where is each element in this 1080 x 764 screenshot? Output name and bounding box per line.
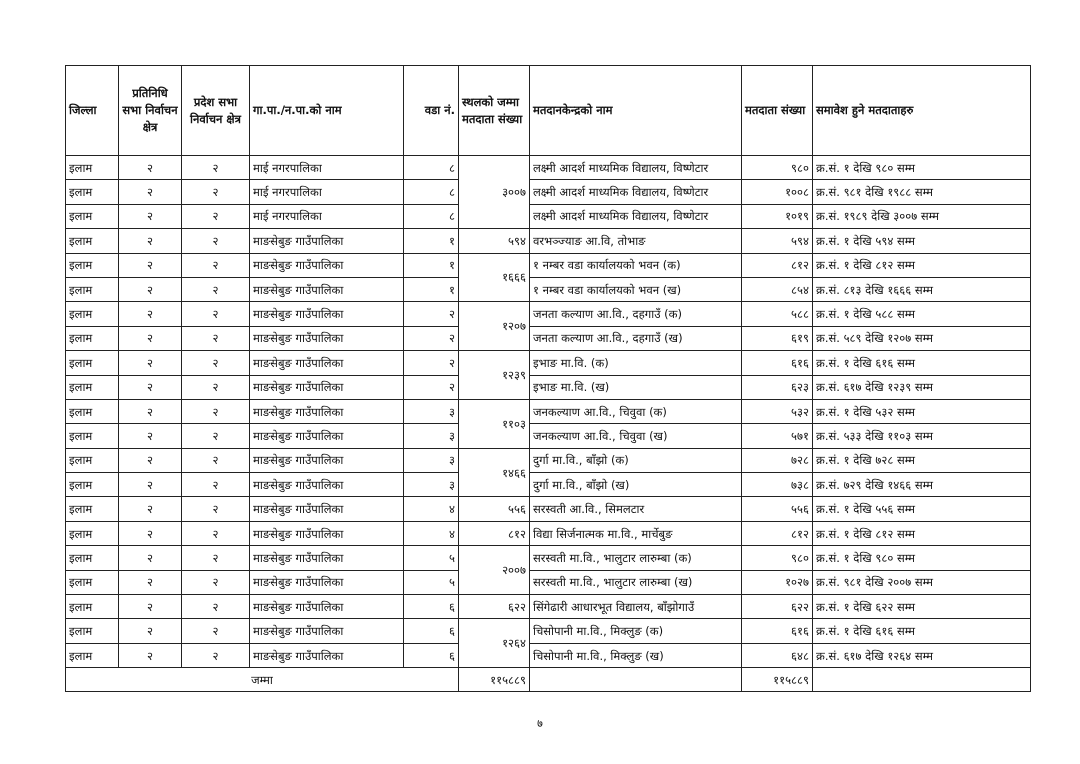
cell-location-total: १२६४ <box>459 619 530 668</box>
cell-federal-constituency: २ <box>119 253 182 277</box>
cell-federal-constituency: २ <box>119 229 182 253</box>
cell-polling-center: इभाङ मा.वि. (क) <box>530 351 742 375</box>
cell-polling-center: विद्या सिर्जनात्मक मा.वि., मार्चेबुङ <box>530 521 742 545</box>
cell-ward: २ <box>404 375 459 399</box>
table-row <box>66 546 1031 570</box>
cell-ward: ५ <box>404 546 459 570</box>
cell-federal-constituency: २ <box>119 399 182 423</box>
cell-district: इलाम <box>66 204 119 228</box>
cell-voter-count: ८१२ <box>742 521 813 545</box>
cell-voter-range: क्र.सं. १ देखि ६१६ सम्म <box>813 619 1031 643</box>
cell-voter-range: क्र.सं. १ देखि ५९४ सम्म <box>813 229 1031 253</box>
cell-provincial-constituency: २ <box>182 302 250 326</box>
cell-location-total: ३००७ <box>459 156 530 229</box>
cell-voter-range: क्र.सं. ८१३ देखि १६६६ सम्म <box>813 277 1031 301</box>
cell-local-body: माङसेबुङ गाउँपालिका <box>250 595 404 619</box>
cell-federal-constituency: २ <box>119 448 182 472</box>
table-row <box>66 229 1031 253</box>
cell-district: इलाम <box>66 643 119 667</box>
cell-district: इलाम <box>66 375 119 399</box>
cell-location-total: ११०३ <box>459 399 530 448</box>
cell-polling-center: सिंगेढारी आधारभूत विद्यालय, बाँझोगाउँ <box>530 595 742 619</box>
cell-voter-range: क्र.सं. ७२९ देखि १४६६ सम्म <box>813 473 1031 497</box>
cell-district: इलाम <box>66 156 119 180</box>
cell-polling-center: १ नम्बर वडा कार्यालयको भवन (क) <box>530 253 742 277</box>
cell-ward: ३ <box>404 473 459 497</box>
cell-provincial-constituency: २ <box>182 326 250 350</box>
cell-voter-count: ५८८ <box>742 302 813 326</box>
cell-location-total: ८१२ <box>459 521 530 545</box>
cell-district: इलाम <box>66 497 119 521</box>
cell-federal-constituency: २ <box>119 619 182 643</box>
cell-polling-center: वरभञ्ज्याङ आ.वि, तोभाङ <box>530 229 742 253</box>
cell-voter-range: क्र.सं. १ देखि ९८० सम्म <box>813 156 1031 180</box>
location-total-sum: ११५८८९ <box>459 668 530 692</box>
cell-district: इलाम <box>66 424 119 448</box>
cell-location-total: २००७ <box>459 546 530 595</box>
cell-ward: १ <box>404 229 459 253</box>
cell-local-body: माङसेबुङ गाउँपालिका <box>250 253 404 277</box>
cell-local-body: माई नगरपालिका <box>250 180 404 204</box>
cell-voter-count: ५५६ <box>742 497 813 521</box>
cell-provincial-constituency: २ <box>182 399 250 423</box>
cell-provincial-constituency: २ <box>182 473 250 497</box>
cell-district: इलाम <box>66 521 119 545</box>
cell-polling-center: सरस्वती आ.वि., सिमलटार <box>530 497 742 521</box>
cell-location-total: १४६६ <box>459 448 530 497</box>
cell-ward: ४ <box>404 521 459 545</box>
cell-polling-center: जनता कल्याण आ.वि., दहगाउँ (क) <box>530 302 742 326</box>
cell-local-body: माङसेबुङ गाउँपालिका <box>250 521 404 545</box>
cell-federal-constituency: २ <box>119 326 182 350</box>
cell-polling-center: चिसोपानी मा.वि., मिक्लुङ (क) <box>530 619 742 643</box>
cell-ward: ६ <box>404 619 459 643</box>
cell-federal-constituency: २ <box>119 351 182 375</box>
cell-local-body: माङसेबुङ गाउँपालिका <box>250 643 404 667</box>
cell-location-total: ६२२ <box>459 595 530 619</box>
header-polling-center: मतदानकेन्द्रको नाम <box>530 66 742 156</box>
cell-voter-count: ५९४ <box>742 229 813 253</box>
voter-total-sum: ११५८८९ <box>742 668 813 692</box>
cell-location-total: १२३९ <box>459 351 530 400</box>
cell-federal-constituency: २ <box>119 595 182 619</box>
cell-provincial-constituency: २ <box>182 521 250 545</box>
cell-voter-range: क्र.सं. १ देखि ५८८ सम्म <box>813 302 1031 326</box>
cell-district: इलाम <box>66 595 119 619</box>
cell-local-body: माङसेबुङ गाउँपालिका <box>250 302 404 326</box>
cell-polling-center: लक्ष्मी आदर्श माध्यमिक विद्यालय, विष्णेटार <box>530 204 742 228</box>
cell-provincial-constituency: २ <box>182 229 250 253</box>
table-row <box>66 156 1031 180</box>
cell-voter-range: क्र.सं. १ देखि ५३२ सम्म <box>813 399 1031 423</box>
cell-location-total: १६६६ <box>459 253 530 302</box>
cell-location-total: ५५६ <box>459 497 530 521</box>
cell-provincial-constituency: २ <box>182 643 250 667</box>
cell-local-body: माङसेबुङ गाउँपालिका <box>250 619 404 643</box>
table-row <box>66 302 1031 326</box>
cell-ward: ८ <box>404 180 459 204</box>
cell-voter-range: क्र.सं. १ देखि ७२८ सम्म <box>813 448 1031 472</box>
cell-voter-range: क्र.सं. ६१७ देखि १२३९ सम्म <box>813 375 1031 399</box>
cell-local-body: माई नगरपालिका <box>250 156 404 180</box>
cell-federal-constituency: २ <box>119 546 182 570</box>
cell-local-body: माङसेबुङ गाउँपालिका <box>250 570 404 594</box>
header-included-voters: समावेश हुने मतदाताहरु <box>813 66 1031 156</box>
cell-provincial-constituency: २ <box>182 497 250 521</box>
total-label: जम्मा <box>66 668 459 692</box>
cell-ward: २ <box>404 326 459 350</box>
total-empty-cell <box>530 668 742 692</box>
cell-local-body: माङसेबुङ गाउँपालिका <box>250 448 404 472</box>
cell-voter-count: ८१२ <box>742 253 813 277</box>
total-row <box>66 668 1031 692</box>
cell-district: इलाम <box>66 229 119 253</box>
cell-polling-center: जनकल्याण आ.वि., चिवुवा (क) <box>530 399 742 423</box>
header-district: जिल्ला <box>66 66 119 156</box>
cell-district: इलाम <box>66 399 119 423</box>
table-row <box>66 424 1031 448</box>
cell-voter-count: ९८० <box>742 156 813 180</box>
cell-polling-center: सरस्वती मा.वि., भालुटार लारुम्बा (ख) <box>530 570 742 594</box>
cell-voter-count: ८५४ <box>742 277 813 301</box>
table-row <box>66 570 1031 594</box>
cell-local-body: माङसेबुङ गाउँपालिका <box>250 424 404 448</box>
cell-federal-constituency: २ <box>119 277 182 301</box>
cell-provincial-constituency: २ <box>182 375 250 399</box>
cell-local-body: माङसेबुङ गाउँपालिका <box>250 229 404 253</box>
cell-federal-constituency: २ <box>119 302 182 326</box>
cell-voter-count: ६२२ <box>742 595 813 619</box>
cell-federal-constituency: २ <box>119 180 182 204</box>
table-header-row <box>66 66 1031 156</box>
cell-federal-constituency: २ <box>119 156 182 180</box>
cell-local-body: माङसेबुङ गाउँपालिका <box>250 399 404 423</box>
cell-federal-constituency: २ <box>119 497 182 521</box>
cell-ward: ५ <box>404 570 459 594</box>
cell-voter-range: क्र.सं. १ देखि ६१६ सम्म <box>813 351 1031 375</box>
cell-district: इलाम <box>66 277 119 301</box>
cell-voter-range: क्र.सं. ६१७ देखि १२६४ सम्म <box>813 643 1031 667</box>
cell-federal-constituency: २ <box>119 643 182 667</box>
cell-provincial-constituency: २ <box>182 180 250 204</box>
cell-ward: ३ <box>404 448 459 472</box>
table-row <box>66 326 1031 350</box>
cell-local-body: माङसेबुङ गाउँपालिका <box>250 277 404 301</box>
cell-district: इलाम <box>66 448 119 472</box>
cell-provincial-constituency: २ <box>182 277 250 301</box>
cell-local-body: माङसेबुङ गाउँपालिका <box>250 375 404 399</box>
cell-ward: ६ <box>404 595 459 619</box>
cell-voter-count: ६१६ <box>742 351 813 375</box>
cell-federal-constituency: २ <box>119 424 182 448</box>
table-row <box>66 473 1031 497</box>
cell-location-total: ५९४ <box>459 229 530 253</box>
cell-district: इलाम <box>66 473 119 497</box>
voter-list-sheet <box>65 65 1030 692</box>
header-location-total: स्थलको जम्मा मतदाता संख्या <box>459 66 530 156</box>
cell-voter-range: क्र.सं. १ देखि ९८० सम्म <box>813 546 1031 570</box>
cell-provincial-constituency: २ <box>182 351 250 375</box>
cell-polling-center: चिसोपानी मा.वि., मिक्लुङ (ख) <box>530 643 742 667</box>
table-row <box>66 643 1031 667</box>
cell-local-body: माङसेबुङ गाउँपालिका <box>250 351 404 375</box>
cell-polling-center: लक्ष्मी आदर्श माध्यमिक विद्यालय, विष्णेटार <box>530 180 742 204</box>
cell-district: इलाम <box>66 570 119 594</box>
cell-location-total: १२०७ <box>459 302 530 351</box>
cell-provincial-constituency: २ <box>182 546 250 570</box>
cell-federal-constituency: २ <box>119 473 182 497</box>
table-row <box>66 375 1031 399</box>
cell-voter-count: ५७१ <box>742 424 813 448</box>
header-provincial-constituency: प्रदेश सभा निर्वाचन क्षेत्र <box>182 66 250 156</box>
header-federal-constituency: प्रतिनिधि सभा निर्वाचन क्षेत्र <box>119 66 182 156</box>
table-row <box>66 351 1031 375</box>
cell-local-body: माङसेबुङ गाउँपालिका <box>250 546 404 570</box>
header-voter-count: मतदाता संख्या <box>742 66 813 156</box>
cell-ward: ३ <box>404 399 459 423</box>
cell-ward: ८ <box>404 204 459 228</box>
cell-federal-constituency: २ <box>119 375 182 399</box>
cell-ward: २ <box>404 302 459 326</box>
cell-district: इलाम <box>66 253 119 277</box>
cell-provincial-constituency: २ <box>182 156 250 180</box>
cell-ward: १ <box>404 253 459 277</box>
cell-voter-count: ६२३ <box>742 375 813 399</box>
cell-ward: ४ <box>404 497 459 521</box>
cell-polling-center: जनता कल्याण आ.वि., दहगाउँ (ख) <box>530 326 742 350</box>
cell-polling-center: १ नम्बर वडा कार्यालयको भवन (ख) <box>530 277 742 301</box>
cell-district: इलाम <box>66 302 119 326</box>
cell-provincial-constituency: २ <box>182 619 250 643</box>
cell-polling-center: इभाङ मा.वि. (ख) <box>530 375 742 399</box>
table-row <box>66 253 1031 277</box>
cell-voter-count: १००८ <box>742 180 813 204</box>
cell-voter-range: क्र.सं. १ देखि ५५६ सम्म <box>813 497 1031 521</box>
cell-polling-center: सरस्वती मा.वि., भालुटार लारुम्बा (क) <box>530 546 742 570</box>
cell-polling-center: लक्ष्मी आदर्श माध्यमिक विद्यालय, विष्णेटार <box>530 156 742 180</box>
cell-polling-center: जनकल्याण आ.वि., चिवुवा (ख) <box>530 424 742 448</box>
cell-provincial-constituency: २ <box>182 424 250 448</box>
cell-voter-range: क्र.सं. १ देखि ८१२ सम्म <box>813 253 1031 277</box>
table-row <box>66 448 1031 472</box>
cell-local-body: माङसेबुङ गाउँपालिका <box>250 497 404 521</box>
cell-ward: २ <box>404 351 459 375</box>
table-row <box>66 595 1031 619</box>
cell-voter-count: १०१९ <box>742 204 813 228</box>
cell-ward: १ <box>404 277 459 301</box>
header-ward: वडा नं. <box>404 66 459 156</box>
cell-federal-constituency: २ <box>119 570 182 594</box>
cell-federal-constituency: २ <box>119 521 182 545</box>
table-row <box>66 497 1031 521</box>
cell-provincial-constituency: २ <box>182 570 250 594</box>
cell-local-body: माङसेबुङ गाउँपालिका <box>250 326 404 350</box>
cell-voter-range: क्र.सं. ५८९ देखि १२०७ सम्म <box>813 326 1031 350</box>
cell-district: इलाम <box>66 180 119 204</box>
cell-federal-constituency: २ <box>119 204 182 228</box>
cell-voter-count: ६१६ <box>742 619 813 643</box>
cell-ward: ८ <box>404 156 459 180</box>
cell-provincial-constituency: २ <box>182 204 250 228</box>
cell-district: इलाम <box>66 326 119 350</box>
cell-voter-range: क्र.सं. ५३३ देखि ११०३ सम्म <box>813 424 1031 448</box>
cell-provincial-constituency: २ <box>182 595 250 619</box>
total-empty-cell <box>813 668 1031 692</box>
table-row <box>66 399 1031 423</box>
cell-provincial-constituency: २ <box>182 448 250 472</box>
cell-ward: ६ <box>404 643 459 667</box>
cell-voter-range: क्र.सं. ९८१ देखि १९८८ सम्म <box>813 180 1031 204</box>
cell-voter-range: क्र.सं. ९८१ देखि २००७ सम्म <box>813 570 1031 594</box>
cell-voter-count: १०२७ <box>742 570 813 594</box>
polling-center-table <box>65 65 1031 692</box>
header-local-body: गा.पा./न.पा.को नाम <box>250 66 404 156</box>
cell-voter-range: क्र.सं. १९८९ देखि ३००७ सम्म <box>813 204 1031 228</box>
cell-voter-count: ७३८ <box>742 473 813 497</box>
cell-ward: ३ <box>404 424 459 448</box>
table-row <box>66 277 1031 301</box>
cell-local-body: माङसेबुङ गाउँपालिका <box>250 473 404 497</box>
cell-voter-count: ६४८ <box>742 643 813 667</box>
table-row <box>66 180 1031 204</box>
cell-voter-count: ५३२ <box>742 399 813 423</box>
cell-provincial-constituency: २ <box>182 253 250 277</box>
cell-district: इलाम <box>66 619 119 643</box>
cell-local-body: माई नगरपालिका <box>250 204 404 228</box>
cell-district: इलाम <box>66 351 119 375</box>
cell-voter-count: ६१९ <box>742 326 813 350</box>
page-number: ७ <box>537 717 543 730</box>
cell-voter-count: ९८० <box>742 546 813 570</box>
table-row <box>66 521 1031 545</box>
table-row <box>66 204 1031 228</box>
cell-polling-center: दुर्गा मा.वि., बाँझो (क) <box>530 448 742 472</box>
cell-voter-count: ७२८ <box>742 448 813 472</box>
cell-district: इलाम <box>66 546 119 570</box>
cell-voter-range: क्र.सं. १ देखि ६२२ सम्म <box>813 595 1031 619</box>
cell-voter-range: क्र.सं. १ देखि ८१२ सम्म <box>813 521 1031 545</box>
cell-polling-center: दुर्गा मा.वि., बाँझो (ख) <box>530 473 742 497</box>
table-body <box>66 156 1031 668</box>
table-row <box>66 619 1031 643</box>
